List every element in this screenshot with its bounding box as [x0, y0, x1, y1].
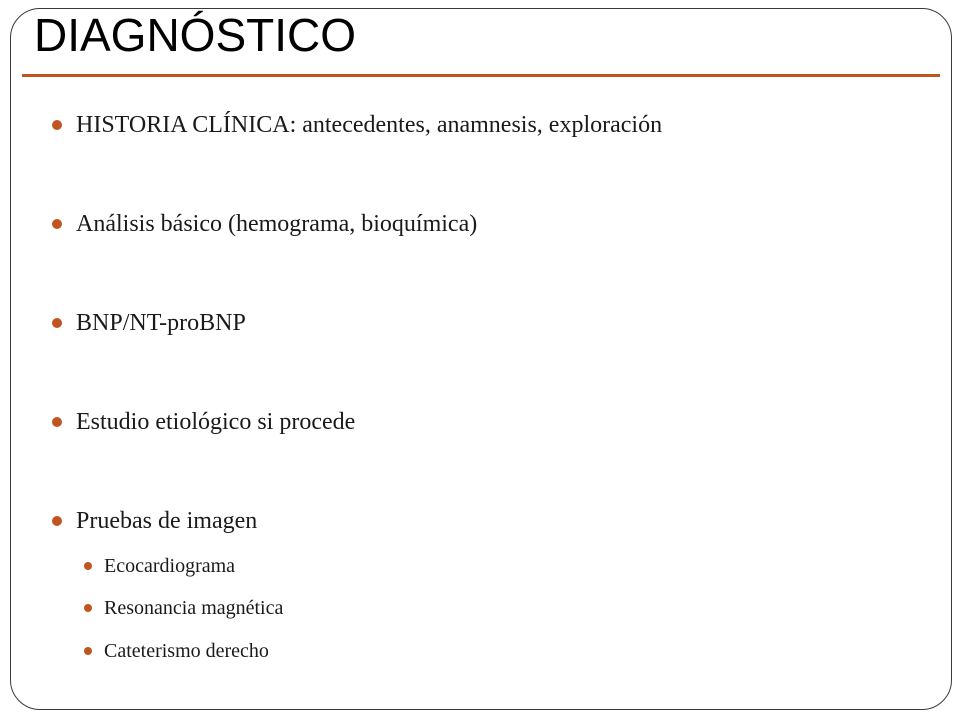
sub-bullet-item: Resonancia magnética	[104, 597, 284, 619]
sub-bullet-item: Ecocardiograma	[104, 555, 236, 577]
bullet-item: BNP/NT-proBNP	[76, 310, 246, 336]
bullet-icon	[52, 516, 62, 526]
bullet-item: Estudio etiológico si procede	[76, 409, 356, 435]
bullet-icon	[52, 318, 62, 328]
bullet-icon	[52, 219, 62, 229]
sub-bullet-icon	[84, 562, 92, 570]
sub-bullet-item: Cateterismo derecho	[104, 640, 269, 662]
slide-title: DIAGNÓSTICO	[34, 9, 357, 61]
bullet-icon	[52, 120, 62, 130]
sub-bullet-icon	[84, 647, 92, 655]
bullet-item: Análisis básico (hemograma, bioquímica)	[76, 211, 478, 237]
sub-bullet-icon	[84, 604, 92, 612]
bullet-item: HISTORIA CLÍNICA: antecedentes, anamnesis, exploración	[76, 112, 663, 138]
bullet-icon	[52, 417, 62, 427]
bullet-item: Pruebas de imagen	[76, 508, 258, 534]
